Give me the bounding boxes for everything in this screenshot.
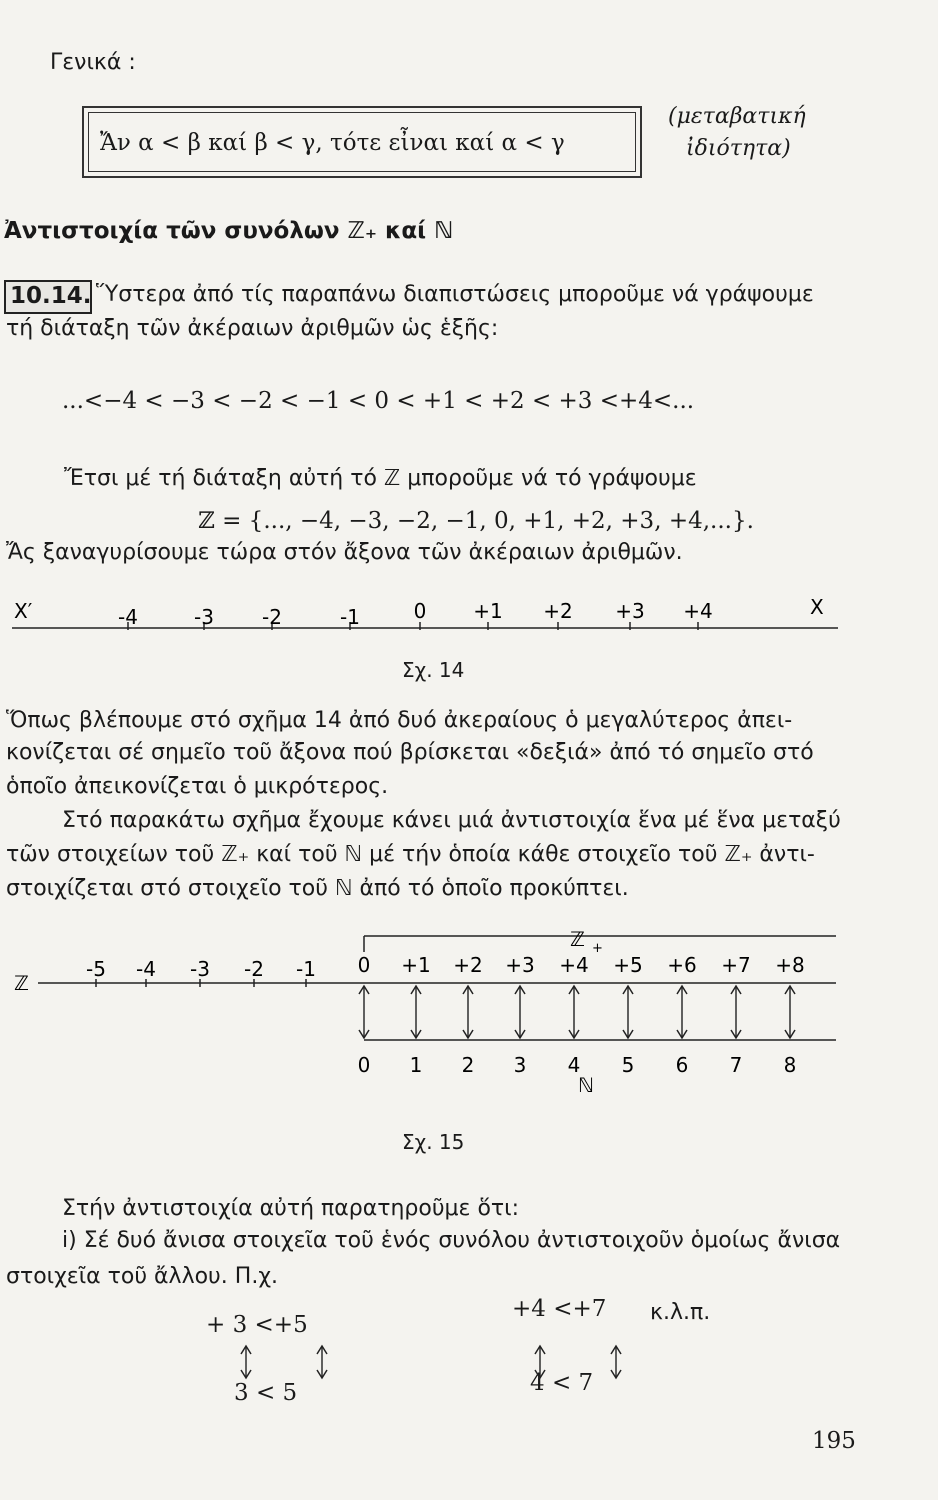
transitive-rule: Ἄν α < β καί β < γ, τότε εἶναι καί α < γ — [100, 130, 565, 156]
zplus-set-label: ℤ — [570, 927, 585, 951]
example2-bottom: 4 < 7 — [530, 1370, 594, 1396]
z-neg-label: -1 — [296, 957, 316, 981]
para1-line2: τή διάταξη τῶν ἀκέραιων ἀριθμῶν ὡς ἑξῆς: — [6, 316, 499, 341]
n-element-label: 4 — [567, 1053, 581, 1077]
n-set-label: ℕ — [578, 1073, 595, 1097]
set-notation: ℤ = {..., −4, −3, −2, −1, 0, +1, +2, +3, +4,...}. — [198, 508, 754, 534]
axis-tick-label: -2 — [262, 605, 282, 629]
zplus-element-label: +6 — [667, 953, 697, 977]
axis-tick-label: -4 — [118, 605, 138, 629]
n-element-label: 6 — [675, 1053, 689, 1077]
zplus-element-label: +4 — [559, 953, 589, 977]
para4-line3: ὁποῖο ἀπεικονίζεται ὁ μικρότερος. — [6, 774, 389, 799]
zplus-element-label: +5 — [613, 953, 643, 977]
z-neg-label: -2 — [244, 957, 264, 981]
axis-tick-label: -3 — [194, 605, 214, 629]
para5-line2: τῶν στοιχείων τοῦ ℤ₊ καί τοῦ ℕ μέ τήν ὁποία κάθε στοιχεῖο τοῦ ℤ₊ ἀντι- — [6, 842, 815, 867]
figure-14-caption: Σχ. 14 — [402, 658, 465, 682]
para7-line2: στοιχεῖα τοῦ ἄλλου. Π.χ. — [6, 1264, 279, 1289]
axis-tick-label: +4 — [683, 599, 713, 623]
para5-line3: στοιχίζεται στό στοιχεῖο τοῦ ℕ ἀπό τό ὁποῖο προκύπτει. — [6, 876, 629, 901]
n-element-label: 2 — [461, 1053, 475, 1077]
z-neg-label: -4 — [136, 957, 156, 981]
zplus-element-label: 0 — [357, 953, 371, 977]
axis-tick-label: 0 — [413, 599, 427, 623]
axis-tick-label: +3 — [615, 599, 645, 623]
axis-left-end: X′ — [14, 599, 33, 623]
n-element-label: 8 — [783, 1053, 797, 1077]
transitive-note-1: (μεταβατική — [668, 104, 806, 129]
example2-etc: κ.λ.π. — [650, 1300, 711, 1325]
z-neg-label: -3 — [190, 957, 210, 981]
axis-tick-label: -1 — [340, 605, 360, 629]
zplus-element-label: +2 — [453, 953, 483, 977]
page-number: 195 — [812, 1428, 856, 1454]
n-element-label: 3 — [513, 1053, 527, 1077]
para5-line1: Στό παρακάτω σχῆμα ἔχουμε κάνει μιά ἀντιστοιχία ἕνα μέ ἕνα μεταξύ — [62, 808, 841, 833]
axis-right-end: X — [810, 595, 824, 619]
zplus-element-label: +1 — [401, 953, 431, 977]
zplus-element-label: +8 — [775, 953, 805, 977]
example1-top: + 3 <+5 — [206, 1312, 308, 1338]
n-element-label: 0 — [357, 1053, 371, 1077]
para4-line1: Ὅπως βλέπουμε στό σχῆμα 14 ἀπό δυό ἀκεραίους ὁ μεγαλύτερος ἀπει- — [6, 708, 793, 733]
para6: Στήν ἀντιστοιχία αὐτή παρατηροῦμε ὅτι: — [62, 1196, 520, 1221]
n-element-label: 7 — [729, 1053, 743, 1077]
axis-tick-label: +1 — [473, 599, 503, 623]
z-neg-label: -5 — [86, 957, 106, 981]
para7-line1: i) Σέ δυό ἄνισα στοιχεῖα τοῦ ἑνός συνόλου ἀντιστοιχοῦν ὁμοίως ἄνισα — [62, 1228, 841, 1253]
axis-tick-label: +2 — [543, 599, 573, 623]
transitive-note-2: ἰδιότητα) — [686, 136, 791, 161]
zplus-element-label: +7 — [721, 953, 751, 977]
para4-line2: κονίζεται σέ σημεῖο τοῦ ἄξονα πού βρίσκεται «δεξιά» ἀπό τό σημεῖο στό — [6, 740, 814, 765]
figure-15-caption: Σχ. 15 — [402, 1130, 465, 1154]
zplus-element-label: +3 — [505, 953, 535, 977]
zplus-subscript: + — [592, 941, 603, 956]
section-title: Ἀντιστοιχία τῶν συνόλων ℤ₊ καί ℕ — [4, 218, 454, 244]
example2-top: +4 <+7 — [512, 1296, 607, 1322]
n-element-label: 5 — [621, 1053, 635, 1077]
section-number: 10.14. — [10, 283, 92, 309]
n-element-label: 1 — [409, 1053, 423, 1077]
example1-bottom: 3 < 5 — [234, 1380, 298, 1406]
para1-line1: Ὕστερα ἀπό τίς παραπάνω διαπιστώσεις μποροῦμε νά γράψουμε — [96, 282, 814, 307]
para3: Ἄς ξαναγυρίσουμε τώρα στόν ἄξονα τῶν ἀκέραιων ἀριθμῶν. — [6, 540, 683, 565]
heading-general: Γενικά : — [50, 50, 136, 75]
ordering-formula: ...<−4 < −3 < −2 < −1 < 0 < +1 < +2 < +3 <+4<... — [62, 388, 695, 414]
para2: Ἔτσι μέ τή διάταξη αὐτή τό ℤ μποροῦμε νά τό γράψουμε — [64, 466, 697, 491]
z-set-label: ℤ — [14, 971, 29, 995]
